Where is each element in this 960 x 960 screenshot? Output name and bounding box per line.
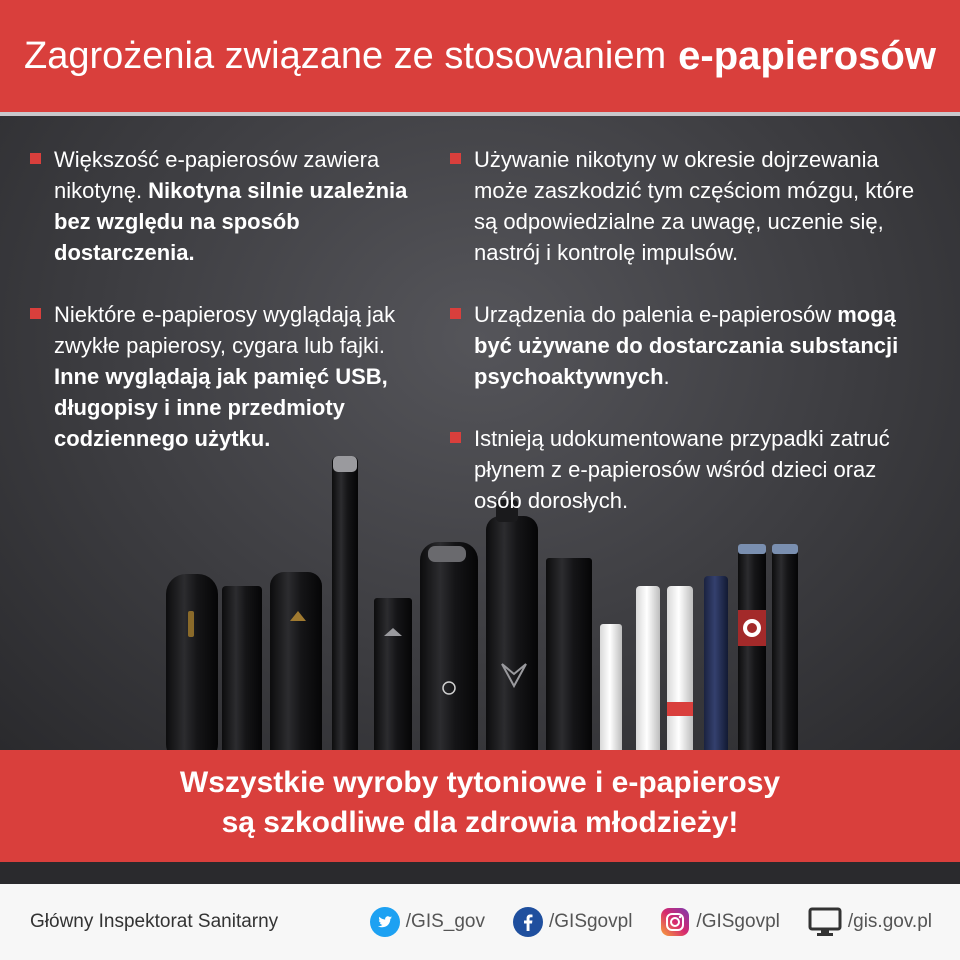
facebook-handle: /GISgovpl — [548, 911, 633, 932]
content-area — [0, 116, 960, 750]
bullet-point — [450, 299, 920, 392]
bullet-bold-text: Nikotyna silnie uzależnia bez względu na sposób dostarczenia. — [54, 178, 408, 265]
warning-line-2: są szkodliwe dla zdrowia młodzieży! — [221, 806, 739, 839]
twitter-handle: /GIS_gov — [405, 911, 485, 932]
twitter-link[interactable] — [370, 907, 485, 937]
instagram-icon — [660, 907, 690, 937]
bullet-text: Używanie nikotyny w okresie dojrzewania może zaszkodzić tym częściom mózgu, które są odpowiedzialne za uwagę, uczenie się, nastrój i kontrolę impulsów. — [474, 147, 915, 265]
instagram-handle: /GISgovpl — [696, 911, 780, 932]
bullet-text: Istnieją udokumentowane przypadki zatruć płynem z e-papierosów wśród dzieci oraz osób dorosłych. — [474, 426, 890, 513]
right-column — [450, 144, 920, 547]
bullet-bold-text: Inne wyglądają jak pamięć USB, długopisy i inne przedmioty codziennego użytku. — [54, 364, 388, 451]
page-title-emphasis: e-papierosów — [678, 33, 936, 78]
banner-bottom-strip — [0, 862, 960, 884]
warning-line-1: Wszystkie wyroby tytoniowe i e-papierosy — [179, 766, 781, 799]
monitor-icon — [808, 907, 842, 937]
warning-banner — [0, 750, 960, 862]
facebook-link[interactable] — [513, 907, 632, 937]
instagram-link[interactable] — [660, 907, 779, 937]
website-link[interactable] — [808, 907, 932, 937]
bullet-point — [30, 144, 430, 268]
bullet-point — [30, 299, 430, 454]
organization-name: Główny Inspektorat Sanitarny — [30, 911, 279, 932]
bullet-text: Niektóre e-papierosy wyglądają jak zwykłe papierosy, cygara lub fajki. — [54, 302, 396, 358]
bullet-bold-text: mogą być używane do dostarczania substancji psychoaktywnych — [474, 302, 899, 389]
bullet-point — [450, 423, 920, 516]
page-title: Zagrożenia związane ze stosowaniem — [24, 34, 667, 77]
twitter-icon — [370, 907, 400, 937]
bullet-tail-text: . — [663, 364, 670, 389]
bullet-text: Urządzenia do palenia e-papierosów — [474, 302, 838, 327]
footer — [0, 884, 960, 960]
website-url: /gis.gov.pl — [847, 911, 932, 932]
header-banner — [0, 0, 960, 112]
bullet-text: Większość e-papierosów zawiera nikotynę. — [54, 147, 380, 203]
bullet-point — [450, 144, 920, 268]
left-column — [30, 144, 430, 485]
facebook-icon — [513, 907, 543, 937]
